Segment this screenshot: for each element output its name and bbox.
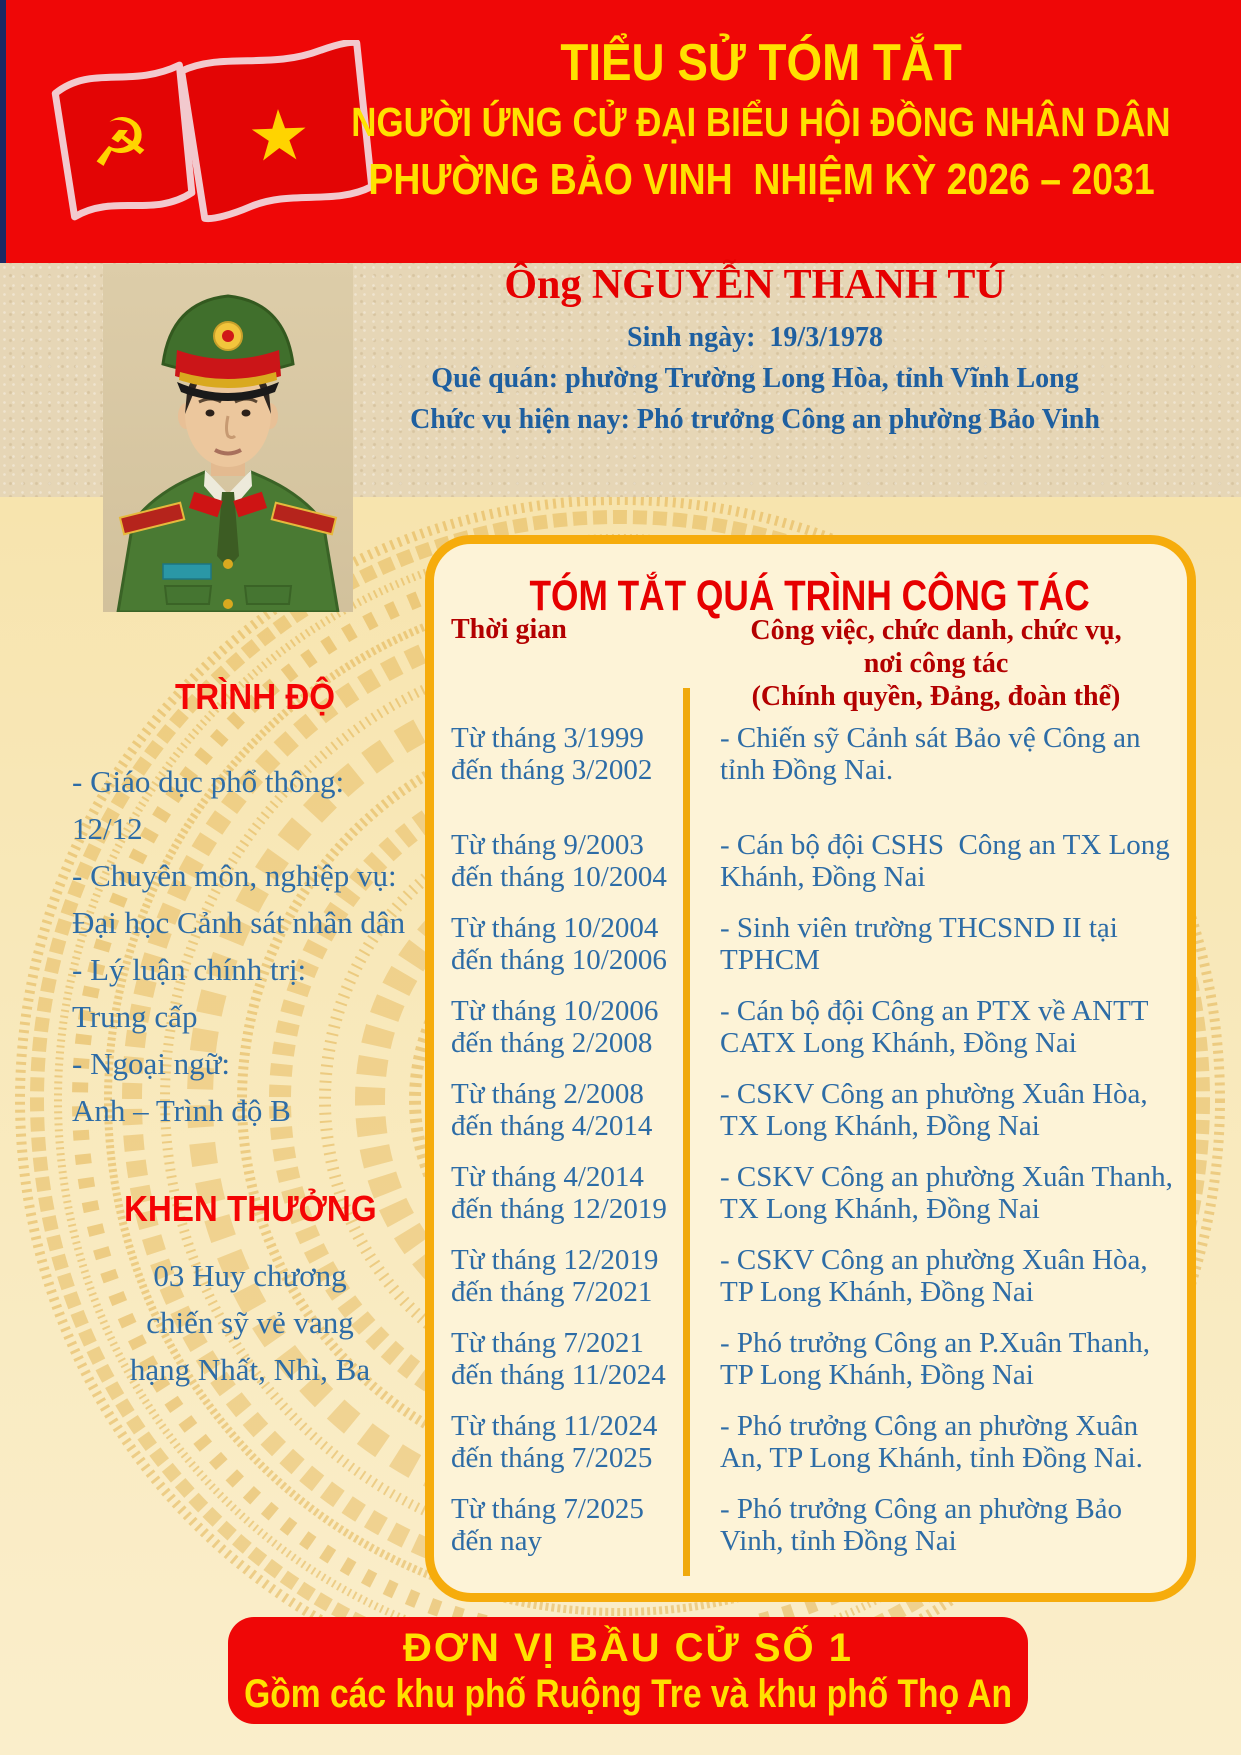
career-row-time: Từ tháng 10/2004 đến tháng 10/2006 — [451, 912, 667, 976]
career-row — [451, 829, 1170, 893]
career-rows — [451, 722, 1173, 1576]
candidate-hometown: Quê quán: phường Trường Long Hòa, tỉnh Vĩnh Long — [431, 363, 1079, 394]
career-row-work: - Cán bộ đội CSHS Công an TX Long Khánh, Đồng Nai — [720, 829, 1170, 893]
career-row-time: Từ tháng 7/2021 đến tháng 11/2024 — [451, 1327, 666, 1391]
candidate-info — [340, 260, 1170, 440]
election-unit-line2: Gồm các khu phố Ruộng Tre và khu phố Thọ An — [244, 1671, 1012, 1716]
banner-title-line1: TIỂU SỬ TÓM TẮT — [560, 34, 962, 92]
education-heading — [35, 676, 475, 718]
banner-title-block — [336, 34, 1186, 204]
career-row-time: Từ tháng 11/2024 đến tháng 7/2025 — [451, 1410, 658, 1474]
career-row-time: Từ tháng 10/2006 đến tháng 2/2008 — [451, 995, 659, 1059]
candidate-birthdate: Sinh ngày: 19/3/1978 — [627, 322, 883, 353]
career-row-work: - CSKV Công an phường Xuân Hòa, TP Long Khánh, Đồng Nai — [720, 1244, 1148, 1308]
career-row — [451, 995, 1163, 1059]
career-row-time: Từ tháng 7/2025 đến nay — [451, 1493, 644, 1557]
career-row-time: Từ tháng 9/2003 đến tháng 10/2004 — [451, 829, 667, 893]
banner-title-line3: PHƯỜNG BẢO VINH NHIỆM KỲ 2026 – 2031 — [367, 155, 1155, 205]
career-row-work: - Phó trưởng Công an P.Xuân Thanh, TP Long Khánh, Đồng Nai — [720, 1327, 1151, 1391]
candidate-portrait-photo — [103, 264, 353, 612]
svg-text:☭: ☭ — [89, 103, 151, 183]
career-column-header-work: Công việc, chức danh, chức vụ, nơi công tác (Chính quyền, Đảng, đoàn thể) — [750, 615, 1122, 712]
education-list: - Giáo dục phổ thông: 12/12 - Chuyên môn, nghiệp vụ: Đại học Cảnh sát nhân dân - Lý luận chính trị: Trung cấp - Ngoại ngữ: Anh – Trình độ B — [72, 764, 406, 1128]
career-row-work: - Sinh viên trường THCSND II tại TPHCM — [720, 912, 1118, 976]
education-heading-text: TRÌNH ĐỘ — [174, 676, 336, 717]
banner-title-line2: NGƯỜI ỨNG CỬ ĐẠI BIỂU HỘI ĐỒNG NHÂN DÂN — [351, 99, 1171, 146]
election-unit-line1: ĐƠN VỊ BẦU CỬ SỐ 1 — [402, 1625, 854, 1670]
career-row-work: - CSKV Công an phường Xuân Hòa, TX Long Khánh, Đồng Nai — [720, 1078, 1148, 1142]
career-row-work: - Phó trưởng Công an phường Bảo Vinh, tỉnh Đồng Nai — [720, 1493, 1123, 1557]
career-row — [451, 722, 1163, 786]
career-row — [451, 1244, 1163, 1308]
career-row-time: Từ tháng 3/1999 đến tháng 3/2002 — [451, 722, 653, 786]
career-row-work: - CSKV Công an phường Xuân Thanh, TX Long Khánh, Đồng Nai — [720, 1161, 1173, 1225]
career-row-work: - Phó trưởng Công an phường Xuân An, TP Long Khánh, tỉnh Đồng Nai. — [720, 1410, 1143, 1474]
candidate-name: Ông NGUYỄN THANH TÚ — [504, 262, 1006, 308]
svg-text:★: ★ — [246, 93, 312, 178]
awards-heading-text: KHEN THƯỞNG — [123, 1188, 377, 1229]
career-row — [451, 1161, 1173, 1225]
career-column-header-time: Thời gian — [451, 614, 567, 645]
career-row — [451, 1493, 1163, 1557]
career-panel-title-text: TÓM TẮT QUÁ TRÌNH CÔNG TÁC — [529, 572, 1091, 620]
candidate-position: Chức vụ hiện nay: Phó trưởng Công an phường Bảo Vinh — [410, 404, 1100, 435]
career-row — [451, 1410, 1163, 1474]
career-row-time: Từ tháng 4/2014 đến tháng 12/2019 — [451, 1161, 667, 1225]
awards-heading — [30, 1188, 470, 1230]
top-banner — [0, 0, 1241, 263]
election-unit-banner — [228, 1617, 1028, 1724]
career-row-time: Từ tháng 12/2019 đến tháng 7/2021 — [451, 1244, 659, 1308]
career-row — [451, 1327, 1163, 1391]
career-row-work: - Cán bộ đội Công an PTX về ANTT CATX Long Khánh, Đồng Nai — [720, 995, 1149, 1059]
career-row — [451, 1078, 1163, 1142]
career-row-time: Từ tháng 2/2008 đến tháng 4/2014 — [451, 1078, 653, 1142]
career-row — [451, 912, 1163, 976]
career-row-work: - Chiến sỹ Cảnh sát Bảo vệ Công an tỉnh Đồng Nai. — [720, 722, 1141, 786]
awards-list: 03 Huy chương chiến sỹ vẻ vang hạng Nhất, Nhì, Ba — [129, 1258, 371, 1387]
